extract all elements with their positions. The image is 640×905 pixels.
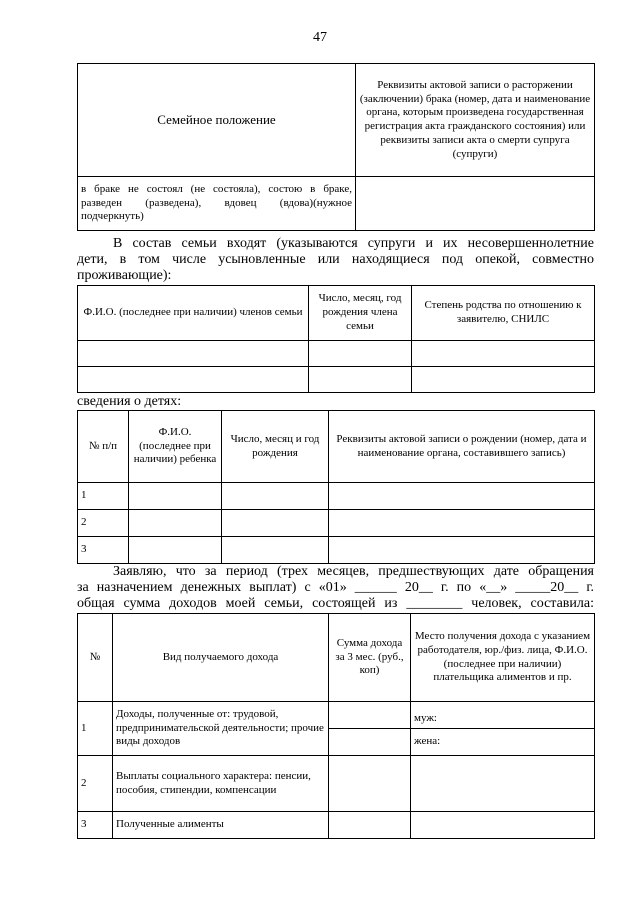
child-record-cell[interactable] [329,537,595,564]
income-header-source: Место получения дохода с указанием работодателя, юр./физ. лица, Ф.И.О. (последнее при наличии) плательщика алиментов и пр. [411,614,595,702]
family-relation-cell[interactable] [412,341,595,367]
income-header-type: Вид получаемого дохода [113,614,329,702]
table-row [78,756,595,812]
children-table [77,410,595,564]
family-name-cell[interactable] [78,367,309,393]
child-record-cell[interactable] [329,483,595,510]
marital-status-header: Семейное положение [78,64,356,177]
marriage-record-header: Реквизиты актовой записи о расторжении (заключении) брака (номер, дата и наименование органа, которым произведена государственная регистрация акта гражданского состояния) или реквизиты записи акта о смерти супруга (супруги) [356,64,595,177]
children-label: сведения о детях: [77,394,182,409]
income-type-label: Доходы, полученные от: трудовой, предпринимательской деятельности; прочие виды доходов [113,702,329,756]
family-birthdate-cell[interactable] [309,367,412,393]
income-source-cell[interactable] [411,756,595,812]
table-row [78,483,595,510]
child-row-number: 2 [78,510,129,537]
page-number: 47 [313,30,327,45]
income-type-label: Полученные алименты [113,812,329,839]
income-header-amount: Сумма дохода за 3 мес. (руб., коп) [329,614,411,702]
child-row-number: 1 [78,483,129,510]
income-source-husband[interactable]: муж: [411,702,595,729]
marriage-record-cell[interactable] [356,177,595,231]
child-row-number: 3 [78,537,129,564]
table-row [78,367,595,393]
child-name-cell[interactable] [129,510,222,537]
family-intro-line2: дети, в том числе усыновленные или находящиеся под опекой, совместно [77,252,594,267]
child-birthdate-cell[interactable] [222,537,329,564]
marital-status-options[interactable]: в браке не состоял (не состояла), состою в браке, разведен (разведена), вдовец (вдова)(нужное подчеркнуть) [78,177,356,231]
income-amount-cell[interactable] [329,812,411,839]
income-amount-cell[interactable] [329,702,411,729]
family-members-table [77,285,595,393]
income-row-number: 1 [78,702,113,756]
declaration-line2[interactable]: за назначением денежных выплат) с «01» ______ 20__ г. по «__» _____20__ г. [77,580,594,595]
table-row [78,812,595,839]
income-row-number: 2 [78,756,113,812]
income-row-number: 3 [78,812,113,839]
income-type-label: Выплаты социального характера: пенсии, пособия, стипендии, компенсации [113,756,329,812]
family-header-relation: Степень родства по отношению к заявителю, СНИЛС [412,286,595,341]
family-header-birthdate: Число, месяц, год рождения члена семьи [309,286,412,341]
family-header-name: Ф.И.О. (последнее при наличии) членов семьи [78,286,309,341]
table-row [78,341,595,367]
family-intro-line1: В состав семьи входят (указываются супруги и их несовершеннолетние [113,236,594,251]
table-row [78,510,595,537]
children-header-record: Реквизиты актовой записи о рождении (номер, дата и наименование органа, составившего запись) [329,411,595,483]
children-header-name: Ф.И.О. (последнее при наличии) ребенка [129,411,222,483]
child-name-cell[interactable] [129,537,222,564]
family-intro-line3: проживающие): [77,268,172,283]
family-relation-cell[interactable] [412,367,595,393]
family-birthdate-cell[interactable] [309,341,412,367]
child-birthdate-cell[interactable] [222,510,329,537]
declaration-line3[interactable]: общая сумма доходов моей семьи, состоящей из ________ человек, составила: [77,596,594,611]
children-header-birthdate: Число, месяц и год рождения [222,411,329,483]
child-birthdate-cell[interactable] [222,483,329,510]
income-header-number: № [78,614,113,702]
child-name-cell[interactable] [129,483,222,510]
income-source-wife[interactable]: жена: [411,729,595,756]
income-source-cell[interactable] [411,812,595,839]
income-table [77,613,595,839]
table-row [78,537,595,564]
child-record-cell[interactable] [329,510,595,537]
declaration-line1: Заявляю, что за период (трех месяцев, предшествующих дате обращения [113,564,594,579]
marital-status-table [77,63,595,231]
income-amount-cell[interactable] [329,756,411,812]
income-amount-cell[interactable] [329,729,411,756]
children-header-number: № п/п [78,411,129,483]
family-name-cell[interactable] [78,341,309,367]
table-row [78,702,595,729]
